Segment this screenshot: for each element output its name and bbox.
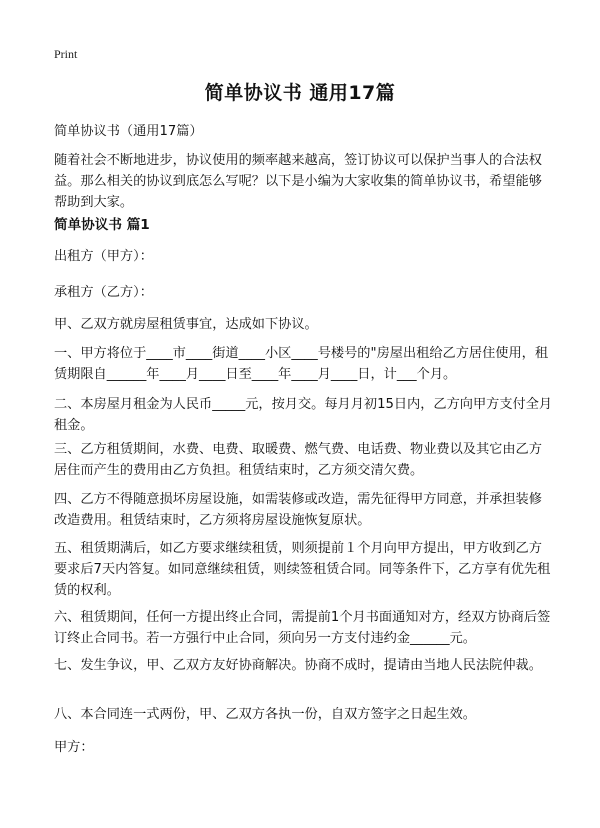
print-label: Print bbox=[54, 47, 78, 61]
paragraph-clause-5: 五、租赁期满后，如乙方要求继续租赁，则须提前１个月向甲方提出，甲方收到乙方要求后7天内答复。如同意继续租赁，则续签租赁合同。同等条件下，乙方享有优先租赁的权利。 bbox=[54, 541, 551, 598]
paragraph-agreement-intro: 甲、乙双方就房屋租赁事宜，达成如下协议。 bbox=[54, 317, 318, 332]
page-title: 简单协议书 通用17篇 bbox=[204, 82, 396, 104]
paragraph-clause-4: 四、乙方不得随意损坏房屋设施，如需装修或改造，需先征得甲方同意，并承担装修改造费用。租赁结束时，乙方须将房屋设施恢复原状。 bbox=[54, 492, 542, 528]
paragraph-lessor: 出租方（甲方）： bbox=[54, 249, 153, 264]
paragraph-clause-1: 一、甲方将位于____市____街道____小区____号楼号的"房屋出租给乙方居住使用，租赁期限自______年____月____日至____年____月____日，计___个月。 bbox=[54, 346, 549, 382]
section-heading: 简单协议书 篇1 bbox=[54, 217, 150, 233]
paragraph-clause-3: 三、乙方租赁期间，水费、电费、取暖费、燃气费、电话费、物业费以及其它由乙方居住而产生的费用由乙方负担。租赁结束时，乙方须交清欠费。 bbox=[54, 442, 542, 478]
intro-paragraph: 随着社会不断地进步，协议使用的频率越来越高，签订协议可以保护当事人的合法权益。那么相关的协议到底怎么写呢？以下是小编为大家收集的简单协议书，希望能够帮助到大家。 bbox=[54, 153, 542, 210]
paragraph-lessee: 承租方（乙方）： bbox=[54, 285, 153, 300]
paragraph-party-a-signature: 甲方： bbox=[54, 740, 94, 755]
paragraph-clause-7: 七、发生争议，甲、乙双方友好协商解决。协商不成时，提请由当地人民法院仲裁。 bbox=[54, 658, 542, 673]
subtitle: 简单协议书（通用17篇） bbox=[54, 124, 203, 139]
paragraph-clause-6: 六、租赁期间，任何一方提出终止合同，需提前1个月书面通知对方，经双方协商后签订终止合同书。若一方强行中止合同，须向另一方支付违约金______元。 bbox=[54, 610, 551, 646]
paragraph-clause-2: 二、本房屋月租金为人民币_____元，按月交。每月月初15日内，乙方向甲方支付全月租金。 bbox=[54, 397, 553, 433]
paragraph-clause-8: 八、本合同连一式两份，甲、乙双方各执一份，自双方签字之日起生效。 bbox=[54, 707, 476, 722]
